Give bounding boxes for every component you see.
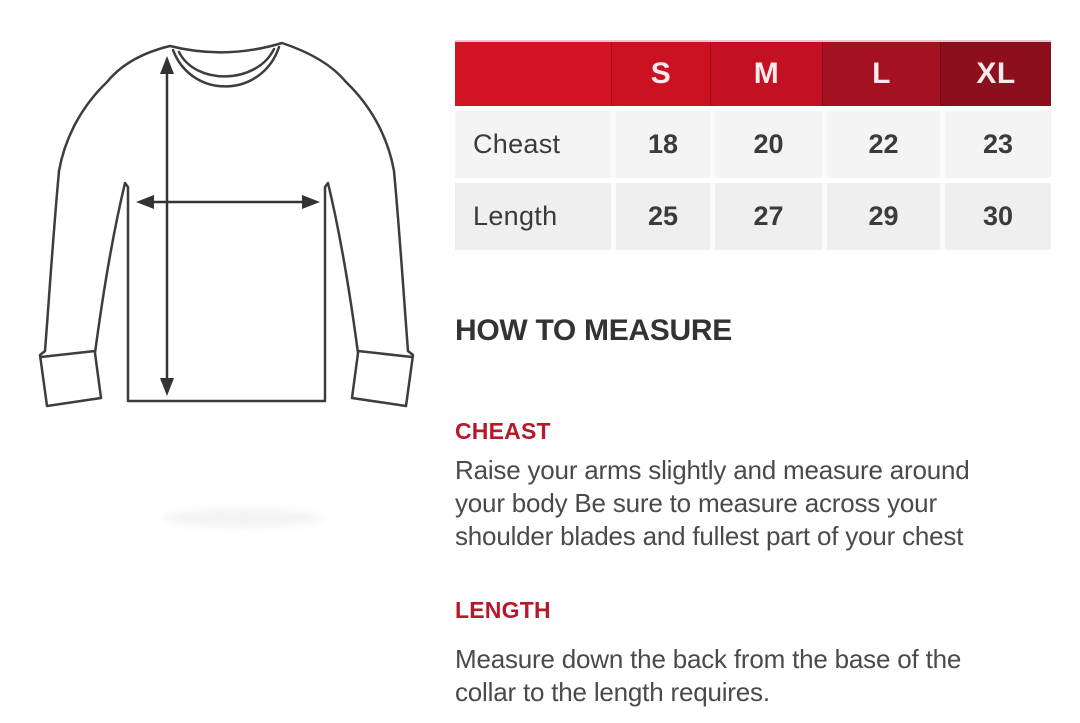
row-label-chest: Cheast xyxy=(455,111,611,178)
size-column-header-l: L xyxy=(822,42,940,106)
smudge-artifact xyxy=(163,509,323,527)
length-section-heading: LENGTH xyxy=(455,597,551,623)
table-row-length xyxy=(455,183,1051,250)
chest-value-s: 18 xyxy=(611,111,710,178)
length-instructions xyxy=(455,643,1065,709)
size-table-corner-cell xyxy=(455,42,611,106)
table-row-chest xyxy=(455,111,1051,178)
length-value-l: 29 xyxy=(822,183,940,250)
chest-value-m: 20 xyxy=(710,111,822,178)
text-line: your body Be sure to measure across your xyxy=(455,488,937,518)
size-column-header-m: M xyxy=(710,42,822,106)
length-value-xl: 30 xyxy=(940,183,1051,250)
chest-value-l: 22 xyxy=(822,111,940,178)
length-value-m: 27 xyxy=(710,183,822,250)
text-line: Raise your arms slightly and measure around xyxy=(455,455,970,485)
long-sleeve-shirt-icon xyxy=(0,0,450,560)
text-line: collar to the length requires. xyxy=(455,677,770,707)
shirt-outline xyxy=(40,43,413,406)
chest-value-xl: 23 xyxy=(940,111,1051,178)
size-column-header-s: S xyxy=(611,42,710,106)
text-line: Measure down the back from the base of the xyxy=(455,644,962,674)
length-value-s: 25 xyxy=(611,183,710,250)
row-label-length: Length xyxy=(455,183,611,250)
size-table-header-row xyxy=(455,40,1051,106)
chest-section-heading: CHEAST xyxy=(455,418,551,444)
shirt-diagram xyxy=(0,0,450,560)
size-column-header-xl: XL xyxy=(940,42,1051,106)
chest-instructions xyxy=(455,454,1065,553)
text-line: shoulder blades and fullest part of your chest xyxy=(455,521,964,551)
how-to-measure-title: HOW TO MEASURE xyxy=(455,314,732,347)
size-chart-table xyxy=(455,40,1051,250)
